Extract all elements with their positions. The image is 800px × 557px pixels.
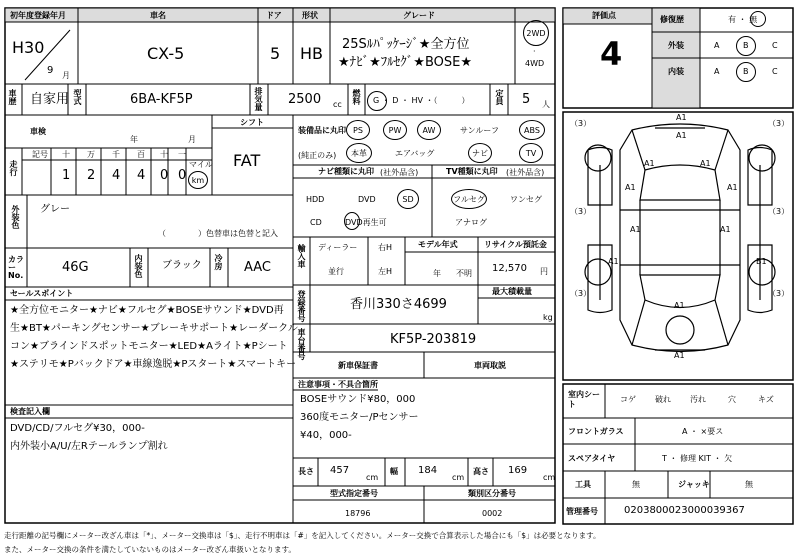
inspection-label: 車検 bbox=[30, 127, 46, 136]
mileage-label: 走行 bbox=[9, 160, 18, 176]
glass-options: A ・ ×要ス bbox=[682, 427, 724, 436]
spare-label: スペアタイヤ bbox=[568, 454, 616, 463]
max-load-unit: kg bbox=[543, 313, 553, 322]
color-change-note: （ ）色替車は色替と記入 bbox=[158, 229, 278, 238]
car-name: CX-5 bbox=[147, 44, 185, 63]
equip-aw: AW bbox=[417, 120, 441, 140]
repair-options: 有 ・ 無 bbox=[728, 15, 758, 24]
year-label: 初年度登録年月 bbox=[10, 11, 66, 20]
exterior-c: C bbox=[772, 41, 778, 50]
notes-line: 360度モニター/Pセンサー bbox=[300, 412, 419, 423]
seat-label: 室内シート bbox=[568, 390, 600, 410]
shift-value: FAT bbox=[233, 151, 261, 170]
exterior-a: A bbox=[714, 41, 720, 50]
exterior-b: B bbox=[743, 41, 749, 50]
mileage-digit-header: 記号 bbox=[32, 150, 48, 159]
tv-label: TV種類に丸印 bbox=[446, 167, 498, 176]
ac-value: AAC bbox=[244, 260, 271, 275]
warranty-new-car: 新車保証書 bbox=[338, 361, 378, 370]
notes-line: ¥40，000- bbox=[300, 430, 352, 441]
inspector-line: 内外装小A/U/左Rテールランプ割れ bbox=[10, 441, 168, 452]
height-unit: cm bbox=[543, 473, 556, 482]
tv-sub: (社外品含) bbox=[506, 168, 545, 177]
shape-label: 形状 bbox=[302, 11, 318, 20]
import-rh: 右H bbox=[378, 243, 393, 252]
drive-4wd: 4WD bbox=[525, 59, 545, 68]
notes-label: 注意事項・不具合箇所 bbox=[298, 380, 378, 389]
width-unit: cm bbox=[452, 473, 465, 482]
inspection-year-unit: 年 bbox=[130, 135, 138, 144]
chassis-label: 車台番号 bbox=[297, 328, 306, 360]
interior-color-value: ブラック bbox=[162, 260, 202, 271]
grade-line-1: 25Sﾙﾊﾟｯｹｰｼﾞ★全方位 bbox=[342, 37, 470, 52]
equip-sunroof: サンルーフ bbox=[460, 126, 499, 135]
repair-label: 修復歴 bbox=[660, 15, 684, 24]
notes-line: BOSEサウンド¥80，000 bbox=[300, 394, 416, 405]
capacity-unit: 人 bbox=[542, 100, 550, 109]
drive-dot: · bbox=[533, 47, 536, 56]
damage-code: A1 bbox=[644, 159, 655, 168]
length-label: 長さ bbox=[298, 467, 314, 476]
km-circle: km bbox=[188, 171, 208, 189]
interior-color-label: 内装色 bbox=[134, 254, 143, 278]
width-value: 184 bbox=[418, 465, 438, 476]
nav-label: ナビ種類に丸印 bbox=[318, 167, 374, 176]
color-no-value: 46G bbox=[62, 260, 89, 275]
nav-dvd-play-circle bbox=[344, 212, 360, 230]
equip-navi: ナビ bbox=[468, 143, 492, 163]
capacity-label: 定員 bbox=[495, 89, 504, 105]
nav-dvd: DVD bbox=[358, 195, 376, 204]
seat-item: キズ bbox=[758, 395, 774, 404]
mileage-digit: 0 bbox=[160, 168, 169, 183]
damage-code: A1 bbox=[630, 225, 641, 234]
displacement-label: 排気量 bbox=[254, 87, 263, 111]
import-lh: 左H bbox=[378, 267, 393, 276]
damage-code: A1 bbox=[727, 183, 738, 192]
door-label: ドア bbox=[266, 11, 282, 20]
nav-sd: SD bbox=[397, 189, 419, 209]
mileage-digit-header: 万 bbox=[87, 150, 95, 159]
selling-point-line: 生★BT★パーキングセンサー★ブレーキサポート★レーダークル bbox=[10, 323, 298, 334]
selling-point-line: コン★ブラインドスポットモニター★LED★Aライト★Pシート bbox=[10, 341, 288, 352]
seat-item: 破れ bbox=[655, 395, 671, 404]
interior-b-circle bbox=[736, 62, 756, 82]
year-month: 9 bbox=[47, 65, 54, 76]
drive-2wd: 2WD bbox=[523, 20, 549, 46]
glass-label: フロントガラス bbox=[568, 427, 624, 436]
length-unit: cm bbox=[366, 473, 379, 482]
tools-label: 工具 bbox=[575, 480, 591, 489]
damage-code: B1 bbox=[756, 257, 767, 266]
model-year-label: モデル年式 bbox=[418, 240, 458, 249]
rating-label: 評価点 bbox=[592, 11, 616, 20]
recycle-label: リサイクル預託金 bbox=[484, 240, 547, 249]
bracket-note: （3） bbox=[768, 119, 790, 128]
footer-note: 走行距離の記号欄にメーター改ざん車は「*」、メーター交換車は「$」、走行不明車は「#」を記入してください。メーター交換で合算表示した場合にも「$」は必要となります。 bbox=[4, 531, 601, 540]
management-label: 管理番号 bbox=[566, 507, 598, 516]
model-label: 型式 bbox=[73, 89, 82, 105]
damage-code: A1 bbox=[608, 257, 619, 266]
seat-item: 汚れ bbox=[690, 395, 706, 404]
equip-pw: PW bbox=[383, 120, 407, 140]
spare-options: T ・ 修理 KIT ・ 欠 bbox=[662, 454, 733, 463]
usage-label: 車歴 bbox=[8, 89, 17, 105]
bracket-note: （3） bbox=[570, 289, 592, 298]
exterior-grade-label: 外装 bbox=[668, 41, 684, 50]
repair-none-circle bbox=[750, 11, 766, 27]
year-era: H30 bbox=[12, 38, 45, 57]
jack-value: 無 bbox=[745, 480, 753, 489]
color-no-label: カラーNo. bbox=[8, 255, 24, 280]
inspection-month-unit: 月 bbox=[188, 135, 196, 144]
damage-code: A1 bbox=[676, 113, 687, 122]
import-label: 輸入車 bbox=[297, 244, 306, 268]
selling-point-line: ★全方位モニター★ナビ★フルセグ★BOSEサウンド★DVD再 bbox=[10, 305, 284, 316]
nav-sub: (社外品含) bbox=[380, 168, 419, 177]
mileage-digit-header: 千 bbox=[112, 150, 120, 159]
damage-code: A1 bbox=[676, 131, 687, 140]
door-count: 5 bbox=[270, 44, 281, 63]
nav-dvd-play: DVD再生可 bbox=[345, 218, 387, 227]
equip-tv: TV bbox=[519, 143, 543, 163]
footer-note: また、メーター交換の条件を満たしていないものはメーター改ざん車扱いとなります。 bbox=[4, 545, 296, 554]
import-dealer: ディーラー bbox=[318, 243, 358, 252]
grade-line-2: ★ﾅﾋﾞ★ﾌﾙｾｸﾞ★BOSE★ bbox=[338, 55, 473, 70]
registration-value: 香川330さ4699 bbox=[350, 297, 447, 312]
mile-label: マイル bbox=[189, 160, 213, 169]
max-load-label: 最大積載量 bbox=[492, 287, 532, 296]
displacement-value: 2500 bbox=[288, 92, 322, 107]
shift-label: シフト bbox=[240, 118, 264, 127]
inspector-label: 検査記入欄 bbox=[10, 407, 50, 416]
grade-label: グレード bbox=[403, 11, 435, 20]
interior-b: B bbox=[743, 67, 749, 76]
chassis-value: KF5P-203819 bbox=[390, 332, 477, 347]
tv-fullseg: フルセグ bbox=[451, 189, 487, 209]
equip-abs: ABS bbox=[519, 120, 545, 140]
fuel-options: G ・ D ・ HV ・（ ） bbox=[373, 96, 470, 105]
car-name-label: 車名 bbox=[150, 11, 166, 20]
warranty-manual: 車両取説 bbox=[474, 361, 506, 370]
interior-grade-label: 内装 bbox=[668, 67, 684, 76]
equip-airbag: エアバッグ bbox=[395, 149, 435, 158]
bracket-note: （3） bbox=[768, 207, 790, 216]
length-value: 457 bbox=[330, 465, 350, 476]
ac-label: 冷房 bbox=[214, 254, 223, 270]
class-value: 0002 bbox=[482, 509, 503, 518]
mileage-digit-header: 一 bbox=[178, 150, 186, 159]
selling-point-line: ★ステリモ★Pバックドア★車線逸脱★Pスタート★スマートキー bbox=[10, 359, 297, 370]
rating-value: 4 bbox=[600, 35, 623, 73]
import-parallel: 並行 bbox=[328, 267, 344, 276]
type-cert-value: 18796 bbox=[345, 509, 371, 518]
jack-label: ジャッキ bbox=[678, 480, 710, 489]
mileage-digit: 0 bbox=[178, 168, 187, 183]
seat-item: 穴 bbox=[728, 395, 736, 404]
damage-code: A1 bbox=[674, 351, 685, 360]
equip-ps: PS bbox=[346, 120, 370, 140]
interior-a: A bbox=[714, 67, 720, 76]
equipment-sub: (純正のみ) bbox=[298, 151, 337, 160]
width-label: 幅 bbox=[390, 467, 398, 476]
nav-hdd: HDD bbox=[306, 195, 325, 204]
exterior-color-value: グレー bbox=[40, 204, 70, 215]
bracket-note: （3） bbox=[768, 289, 790, 298]
damage-code: A1 bbox=[720, 225, 731, 234]
nav-cd: CD bbox=[310, 218, 322, 227]
model-year-year: 年 bbox=[433, 269, 441, 278]
mileage-digit-header: 十 bbox=[62, 150, 70, 159]
exterior-b-circle bbox=[736, 36, 756, 56]
seat-item: コゲ bbox=[620, 395, 636, 404]
damage-code: A1 bbox=[625, 183, 636, 192]
usage-value: 自家用 bbox=[30, 92, 70, 107]
height-value: 169 bbox=[508, 465, 528, 476]
mileage-digit-header: 十 bbox=[160, 150, 168, 159]
equipment-label: 装備品に丸印 bbox=[298, 126, 346, 135]
recycle-unit: 円 bbox=[540, 267, 548, 276]
inspector-line: DVD/CD/フルセグ¥30，000- bbox=[10, 423, 145, 434]
selling-points-label: セールスポイント bbox=[10, 289, 74, 298]
class-label: 類別区分番号 bbox=[468, 489, 516, 498]
registration-label: 登録番号 bbox=[297, 290, 306, 322]
mileage-digit: 1 bbox=[62, 168, 71, 183]
recycle-value: 12,570 bbox=[492, 263, 527, 274]
interior-c: C bbox=[772, 67, 778, 76]
type-cert-label: 型式指定番号 bbox=[330, 489, 378, 498]
mileage-digit: 2 bbox=[87, 168, 96, 183]
bracket-note: （3） bbox=[570, 207, 592, 216]
damage-code: A1 bbox=[674, 301, 685, 310]
body-shape: HB bbox=[300, 44, 324, 63]
damage-code: A1 bbox=[700, 159, 711, 168]
model-value: 6BA-KF5P bbox=[130, 92, 193, 107]
model-year-unknown: 不明 bbox=[456, 269, 472, 278]
tv-analog: アナログ bbox=[455, 218, 487, 227]
exterior-color-label: 外装色 bbox=[11, 205, 20, 229]
tv-oneseg: ワンセグ bbox=[510, 195, 542, 204]
fuel-label: 燃料 bbox=[352, 89, 361, 105]
year-month-unit: 月 bbox=[62, 71, 70, 80]
cc-unit: cc bbox=[333, 100, 342, 109]
capacity-value: 5 bbox=[522, 92, 531, 107]
car-diagram bbox=[585, 124, 775, 352]
mileage-digit: 4 bbox=[137, 168, 146, 183]
tools-value: 無 bbox=[632, 480, 640, 489]
management-value: 0203800023000039367 bbox=[624, 505, 745, 516]
mileage-digit: 4 bbox=[112, 168, 121, 183]
equip-leather: 本革 bbox=[346, 143, 372, 163]
bracket-note: （3） bbox=[570, 119, 592, 128]
mileage-digit-header: 百 bbox=[137, 150, 145, 159]
height-label: 高さ bbox=[473, 467, 489, 476]
